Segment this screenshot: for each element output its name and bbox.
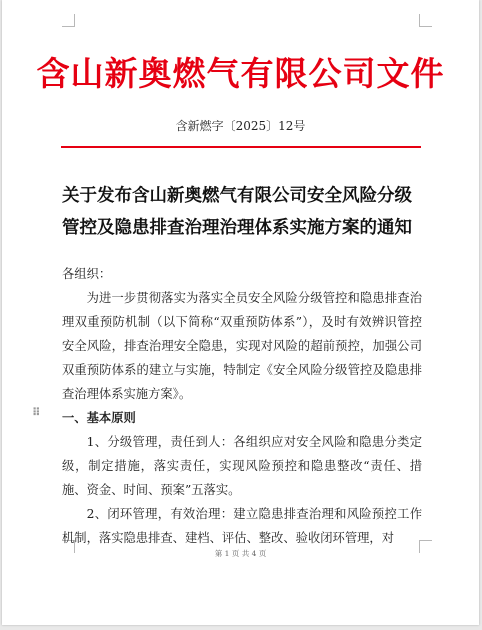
principle-paragraph-2: 2、闭环管理，有效治理：建立隐患排查治理和风险预控工作机制，落实隐患排查、建档、评估、整改、验收闭环管理，对 (62, 507, 422, 545)
page-indicator: 第 1 页 共 4 页 (214, 549, 267, 558)
red-separator-line (61, 146, 421, 148)
section-heading-basic-principles (32, 406, 422, 430)
document-title (62, 180, 422, 244)
red-header-title: 含山新奥燃气有限公司文件 (36, 54, 445, 93)
section-heading-text: 一、基本原则 (62, 410, 136, 425)
document-title-line-2: 管控及隐患排查治理治理体系实施方案的通知 (62, 218, 412, 238)
principle-paragraph-1: 1、分级管理，责任到人：各组织应对安全风险和隐患分类定级，制定措施，落实责任，实现风险预控和隐患整改“责任、措施、资金、时间、预案”五落实。 (62, 435, 422, 497)
salutation: 各组织： (62, 267, 112, 281)
document-body[interactable] (32, 262, 422, 550)
document-title-line-1: 关于发布含山新奥燃气有限公司安全风险分级 (62, 186, 412, 206)
intro-paragraph: 为进一步贯彻落实为落实全员安全风险分级管控和隐患排查治理双重预防机制（以下简称“双重预防体系”），及时有效辨识管控安全风险，排查治理安全隐患，实现对风险的超前预控，加强公司双重预防体系的建立与实施，特制定《安全风险分级管控及隐患排查治理体系实施方案》。 (62, 291, 422, 401)
crop-mark-top-left (62, 14, 75, 27)
document-number: 含新燃字〔2025〕12号 (175, 119, 306, 133)
crop-mark-top-right (419, 14, 432, 27)
drag-handle-icon[interactable]: ⠿ (32, 406, 40, 419)
document-page (2, 0, 479, 625)
